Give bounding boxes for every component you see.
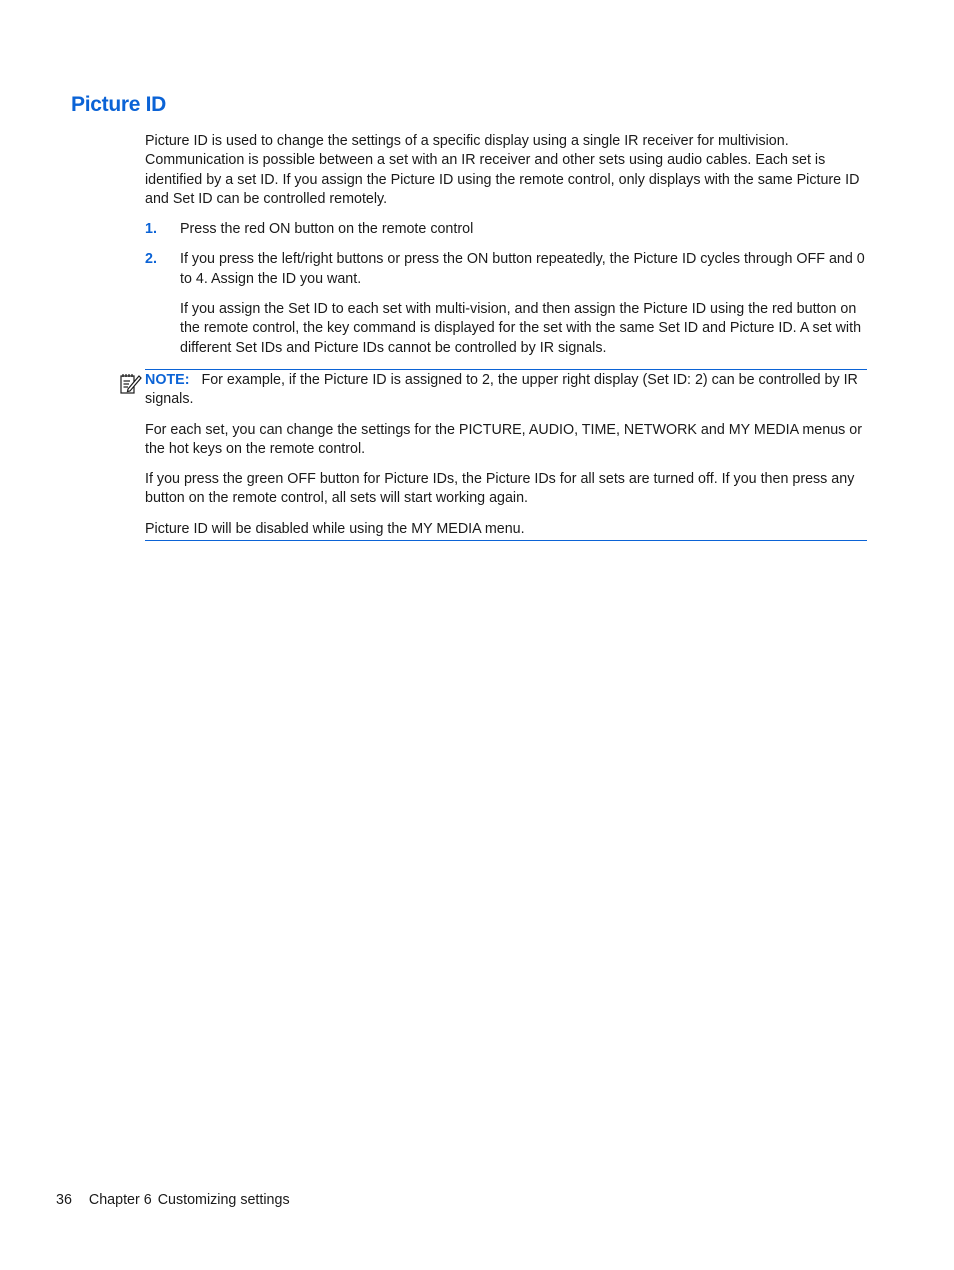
step-item — [145, 250, 867, 289]
step-number: 1. — [145, 221, 157, 238]
note-pencil-icon — [118, 371, 142, 395]
note-paragraph — [145, 371, 867, 410]
note-text: For example, if the Picture ID is assigned to 2, the upper right display (Set ID: 2) can be controlled by IR signals. — [145, 371, 858, 408]
note-label: NOTE: — [145, 371, 190, 388]
step-number: 2. — [145, 251, 157, 268]
step-item — [145, 220, 867, 239]
note-box — [145, 369, 867, 541]
page-footer — [56, 1192, 290, 1208]
page-number: 36 — [56, 1192, 72, 1208]
chapter-title: Customizing settings — [157, 1192, 290, 1208]
step-text: If you press the left/right buttons or press the ON button repeatedly, the Picture ID cycles through OFF and 0 to 4. Assign the ID you want. — [180, 251, 865, 287]
step-detail-paragraph: If you assign the Set ID to each set with multi-vision, and then assign the Picture ID using the red button on the remote control, the key command is displayed for the set with the same Set ID and Picture ID. A set with different Set IDs and Picture IDs cannot be controlled by IR signals. — [180, 301, 862, 356]
chapter-label: Chapter 6 — [88, 1192, 152, 1208]
section-body — [145, 132, 867, 541]
step-text: Press the red ON button on the remote control — [180, 221, 474, 238]
note-paragraph: For each set, you can change the settings for the PICTURE, AUDIO, TIME, NETWORK and MY MEDIA menus or the hot keys on the remote control. — [145, 421, 862, 457]
note-paragraph: If you press the green OFF button for Picture IDs, the Picture IDs for all sets are turned off. If you then press any button on the remote control, all sets will start working again. — [145, 471, 855, 507]
note-paragraph: Picture ID will be disabled while using the MY MEDIA menu. — [145, 520, 867, 541]
intro-paragraph: Picture ID is used to change the settings of a specific display using a single IR receiver for multivision. Communication is possible between a set with an IR receiver and other sets using audio cables. Each set is identified by a set ID. If you assign the Picture ID using the remote control, only displays with the same Picture ID and Set ID can be controlled remotely. — [145, 133, 860, 207]
page-title: Picture ID — [71, 93, 167, 116]
